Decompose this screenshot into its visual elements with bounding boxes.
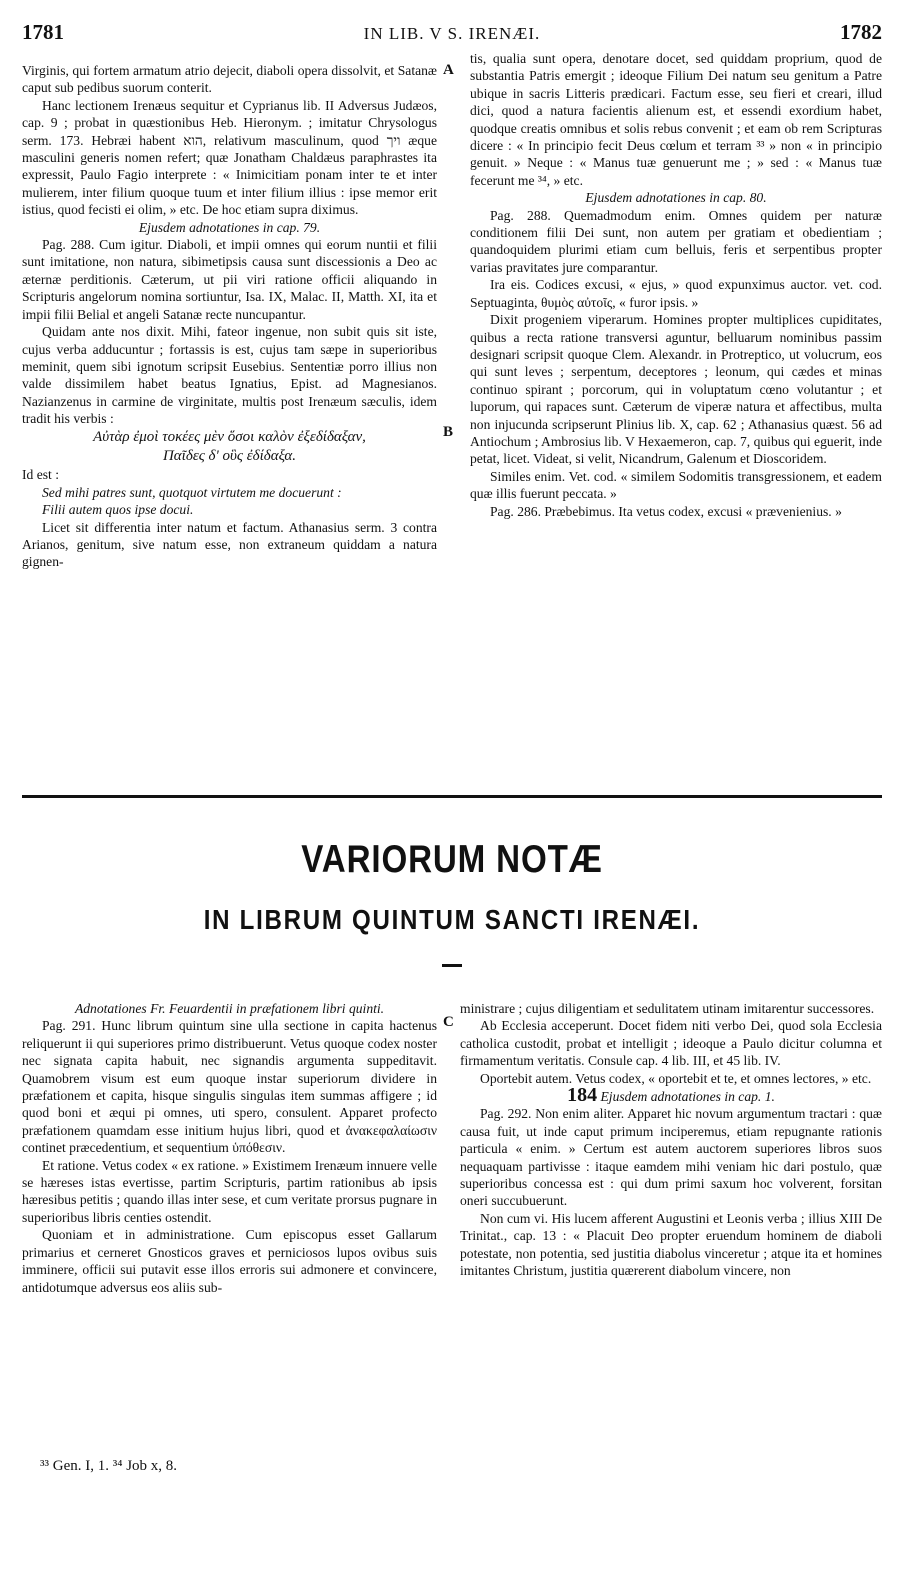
section-divider — [22, 795, 882, 798]
paragraph: Pag. 292. Non enim aliter. Apparet hic novum argumentum tractari : quæ causa fuit, ut inde caput primum inciperemus, etiam repugnante rationis particula « enim. » Certum est autem auctorem superiores libros suos nequaquam partivisse : itaque eamdem mihi veniam hic dari postulo, quæ superioribus concessa est : qui dum primi saxum hoc volverent, forsitan oneri succubuerunt. — [460, 1106, 882, 1209]
title-dash — [442, 964, 462, 967]
greek-verse: Παῖδες δ' οὓς ἐδίδαξα. — [162, 447, 297, 464]
heading-text: Ejusdem adnotationes in cap. 1. — [600, 1089, 775, 1105]
paragraph: Pag. 291. Hunc librum quintum sine ulla sectione in capita hactenus reliquerunt ii qui superiores primo distribuerunt. Vetus quoque codex noster nec signata capita habuit, nec signandis argumenta suppeditavit. Quamobrem visum est eum quoque instar superiorum dividere in præfationem et capita, hisque singulis singulas item summas affigere ; id quod boni et æqui pi omnes, uti spero, consulent. Apparet profecto præfationem quamdam esse initium hujus libri, quod et ἀνακεφαλαίωσιν continet præcedentium, et sequentium ὑπόθεσιν. — [22, 1018, 437, 1156]
paragraph: Quoniam et in administratione. Cum episcopus esset Gallarum primarius et cerneret Gnosticos graves et perniciosos lupos ovibus suis imminere, officii sui putavit esse illos erroris sui admonere et convincere, antidotumque adversus eos aliis sub- — [22, 1227, 437, 1295]
margin-marker-b: B — [443, 424, 454, 440]
running-title: IN LIB. V S. IRENÆI. — [363, 24, 541, 43]
margin-marker-a: A — [443, 62, 454, 78]
column-number: 184 — [567, 1084, 598, 1107]
footnotes: ³³ Gen. I, 1. ³⁴ Job x, 8. — [40, 1458, 178, 1474]
paragraph: Oportebit autem. Vetus codex, « oportebit et te, et omnes lectores, » etc. — [480, 1070, 872, 1086]
page-number-left: 1781 — [22, 20, 64, 44]
paragraph: Pag. 286. Præbebimus. Ita vetus codex, excusi « prævenienius. » — [490, 503, 842, 519]
section-heading — [460, 1084, 882, 1107]
paragraph: Pag. 288. Quemadmodum enim. Omnes quidem per naturæ conditionem filii Dei sunt, non autem per gratiam et obedientiam ; quandoquidem plurimi etiam cum belluis, feris et serpentibus propter varias pravitates jure comparantur. — [470, 207, 882, 275]
paragraph: Quidam ante nos dixit. Mihi, fateor ingenue, non subit quis sit iste, cujus verba adducuntur ; fortassis is est, cujus tam sæpe in superioribus meminit, quem sibi ignotum scripsit Eusebius. Sententiæ porro illius non valde dissimilem habet beatus Ignatius, Epist. ad Magnesianos. Nazianzenus in carmine de virginitate, multis post Irenæum sæculis, idem tradit his verbis : — [22, 324, 437, 427]
paragraph: Id est : — [22, 467, 59, 483]
paragraph: Et ratione. Vetus codex « ex ratione. » Existimem Irenæum innuere velle se hæreses istas evertisse, partim Scripturis, partim rationibus ab ipsis hæresibus petitis ; quando illas inter sese, et cum veritate prorsus pugnare in superioribus libris centies ostendit. — [22, 1157, 437, 1225]
paragraph: Ira eis. Codices excusi, « ejus, » quod expunximus auctor. vet. cod. Septuaginta, θυμὸς αὐτοῖς, « furor ipsis. » — [470, 277, 882, 310]
section-subtitle: IN LIBRUM QUINTUM SANCTI IRENÆI. — [203, 904, 701, 935]
paragraph: ministrare ; cujus diligentiam et sedulitatem utinam imitarentur successores. — [460, 1001, 875, 1016]
bottom-left-column — [22, 1000, 437, 1430]
latin-verse: Sed mihi patres sunt, quotquot virtutem me docuerunt : — [42, 484, 342, 500]
paragraph: Pag. 288. Cum igitur. Diaboli, et impii omnes qui eorum nuntii et filii sunt imitatione, non natura, sibimetipsis causa sunt discessionis a Deo ac æternæ perditionis. Cæterum, ut pii viri ratione officii aliquando in Scripturis angelorum nomina sortiuntur, Isa. IX, Malac. II, Matth. XI, ita et impii filii Belial et angeli Satanæ recte nuncupantur. — [22, 237, 437, 322]
paragraph: Non cum vi. His lucem afferent Augustini et Leonis verba ; illius XIII De Trinitat., cap. 13 : « Placuit Deo propter eruendum hominem de diaboli potestate, non potentia, sed justitia diabolus vinceretur ; atque ita et homines imitantes Christum, justitia quærerent diabolum vincere, non — [460, 1210, 882, 1279]
paragraph: Virginis, qui fortem armatum atrio dejecit, diaboli opera dissolvit, et Satanæ caput sub pedibus suorum conterit. — [22, 63, 437, 96]
top-left-column — [22, 62, 437, 770]
margin-marker-c: C — [443, 1014, 454, 1030]
bottom-right-column — [460, 1000, 882, 1470]
page-number-right: 1782 — [840, 20, 882, 44]
paragraph: Similes enim. Vet. cod. « similem Sodomitis transgressionem, et eadem quæ illis fuerunt peccata. » — [470, 468, 882, 502]
paragraph: Ab Ecclesia acceperunt. Docet fidem niti verbo Dei, quod sola Ecclesia catholica custodit, probat et intelligit ; ideoque a Paulo dicitur columna et firmamentum veritatis. Consule cap. 4 lib. III, et 45 lib. IV. — [460, 1018, 882, 1069]
paragraph: Dixit progeniem viperarum. Homines propter multiplices cupiditates, quibus a recta ratione transversi aguntur, belluarum nominibus passim designari scripsit quoque Clem. Alexandr. in Protreptico, ut volucrum, eos qui sunt leves ; serpentum, deceptores ; leonum, qui cædes et minas continuo spirant ; porcorum, qui in voluptatum cœno volutantur ; et luporum, qui rapaces sunt. Cæterum de viperæ natura et affectibus, multa non injucunda scripserunt Plinius lib. X, cap. 62 ; Athanasius quæst. 56 ad Antiochum ; Ambrosius lib. V Hexaemeron, cap. 7, quibus qui eguerit, inde petat, licet. Videat, si velit, Nicandrum, Galenum et Dioscoridem. — [470, 312, 882, 467]
section-heading: Ejusdem adnotationes in cap. 80. — [585, 190, 767, 206]
section-heading: Adnotationes Fr. Feuardentii in præfationem libri quinti. — [74, 1001, 385, 1016]
latin-verse: Filii autem quos ipse docui. — [42, 502, 194, 518]
paragraph: Hanc lectionem Irenæus sequitur et Cyprianus lib. II Adversus Judæos, cap. 9 ; probat in quæstionibus Heb. Hieronym. ; imitatur Chrysologus serm. 173. Hebræi habent הוא, relativum masculinum, quod ויך æque masculini generis nomen refert; quæ Jonatham Chaldæus paraphrastes ita expressit, Paulo Fagio interprete : « Inimicitiam ponam inter te et inter mulierem, inter filium quoque tuum et inter filium illius : ipse memor erit istius, quod fecisti ei olim, » etc. De hoc etiam supra diximus. — [22, 97, 437, 218]
page-header — [22, 20, 882, 50]
section-title: VARIORUM NOTÆ — [301, 838, 603, 881]
greek-verse: Αὐτὰρ ἐμοὶ τοκέες μὲν ὅσοι καλὸν ἐξεδίδαξαν, — [93, 428, 366, 445]
top-right-column — [470, 50, 882, 780]
paragraph: tis, qualia sunt opera, denotare docet, sed quiddam proprium, quod de substantia Patris emergit ; ideoque Filium Dei natum seu genitum a Patre ubique in sacris Litteris prædicari. Factum esse, seu fieri et creari, illud dici, quod a natura facientis alienum est, et essendi exordium habet, quodque creatis omnibus et solis rebus convenit ; et eam ob rem Scripturas dicere : « In principio fecit Deus cœlum et terram ³³ » non « in principio genuit. » Neque : « Manus tuæ genuerunt me ; » sed : « Manus tuæ fecerunt me ³⁴, » etc. — [470, 51, 882, 188]
paragraph: Licet sit differentia inter natum et factum. Athanasius serm. 3 contra Arianos, genitum, sive natum esse, non extraneum quiddam a natura gignen- — [22, 519, 437, 570]
section-heading: Ejusdem adnotationes in cap. 79. — [138, 219, 321, 235]
